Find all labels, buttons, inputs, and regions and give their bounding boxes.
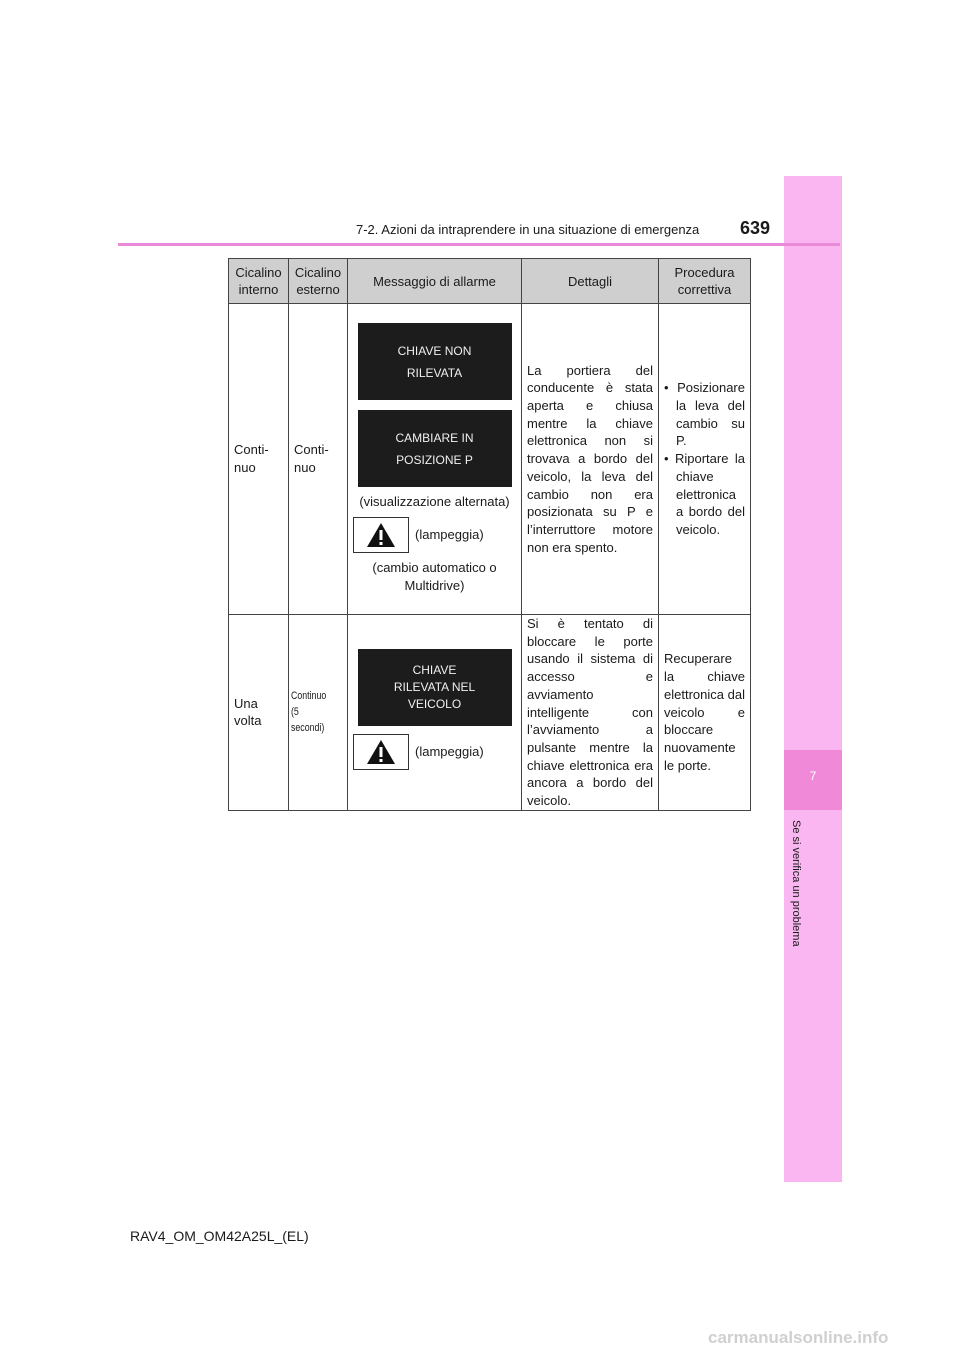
- chapter-number: 7: [809, 769, 817, 783]
- section-title: 7-2. Azioni da intraprendere in una situazione di emergenza: [356, 222, 700, 237]
- cicalino-interno-cell: Conti- nuo: [229, 304, 289, 615]
- cicalino-esterno-cell: Conti- nuo: [289, 304, 348, 615]
- warning-label: (lampeggia): [415, 744, 484, 759]
- header-cicalino-esterno: Cicalino esterno: [289, 259, 348, 304]
- table-row: [229, 615, 751, 811]
- header-messaggio: Messaggio di allarme: [348, 259, 522, 304]
- alternating-note: (visualizzazione alternata): [359, 494, 510, 509]
- warning-triangle-icon: [353, 517, 409, 553]
- cicalino-esterno-cell: Continuo (5 secondi): [289, 615, 348, 811]
- cicalino-interno-cell: Una volta: [229, 615, 289, 811]
- header-cicalino-interno: Cicalino interno: [229, 259, 289, 304]
- list-item: • Riportare la chiave elettronica a bordo del veicolo.: [664, 451, 745, 537]
- warning-triangle-icon: [353, 734, 409, 770]
- dettagli-cell: Si è tentato di bloccare le porte usando il sistema di accesso e avviamento intelligente con l’avviamento a pulsante mentre la chiave elettronica era ancora a bordo del veicolo.: [522, 615, 659, 811]
- page-number: 639: [740, 218, 771, 238]
- chapter-title: Se si verifica un problema: [790, 820, 802, 947]
- messaggio-cell: [348, 304, 522, 615]
- procedura-cell: [659, 304, 751, 615]
- alarm-table: [228, 258, 751, 811]
- display-message-cambiare-in-p: CAMBIARE IN POSIZIONE P: [358, 410, 512, 487]
- procedura-cell: Recuperare la chiave elettronica dal veicolo e bloccare nuovamente le porte.: [659, 615, 751, 811]
- header-rule: [118, 243, 840, 246]
- document-code: RAV4_OM_OM42A25L_(EL): [130, 1228, 309, 1244]
- chapter-side-tab: [784, 176, 842, 1182]
- header-procedura: Procedura correttiva: [659, 259, 751, 304]
- warning-indicator: [353, 517, 516, 553]
- list-item: • Posizionare la leva del cambio su P.: [664, 380, 745, 449]
- header-dettagli: Dettagli: [522, 259, 659, 304]
- warning-label: (lampeggia): [415, 527, 484, 543]
- messaggio-cell: [348, 615, 522, 811]
- warning-indicator: [353, 734, 516, 770]
- dettagli-cell: La portiera del conducente è stata aperta e chiusa mentre la chiave elettronica non si trovava a bordo del veicolo, la leva del cambio non era posizionata su P e l’interruttore motore non era spento.: [522, 304, 659, 615]
- display-message-chiave-rilevata: CHIAVE RILEVATA NEL VEICOLO: [358, 649, 512, 726]
- table-header-row: [229, 259, 751, 304]
- watermark: carmanualsonline.info: [708, 1328, 889, 1347]
- display-message-chiave-non-rilevata: CHIAVE NON RILEVATA: [358, 323, 512, 400]
- transmission-note: (cambio automatico o Multidrive): [372, 560, 497, 593]
- table-row: [229, 304, 751, 615]
